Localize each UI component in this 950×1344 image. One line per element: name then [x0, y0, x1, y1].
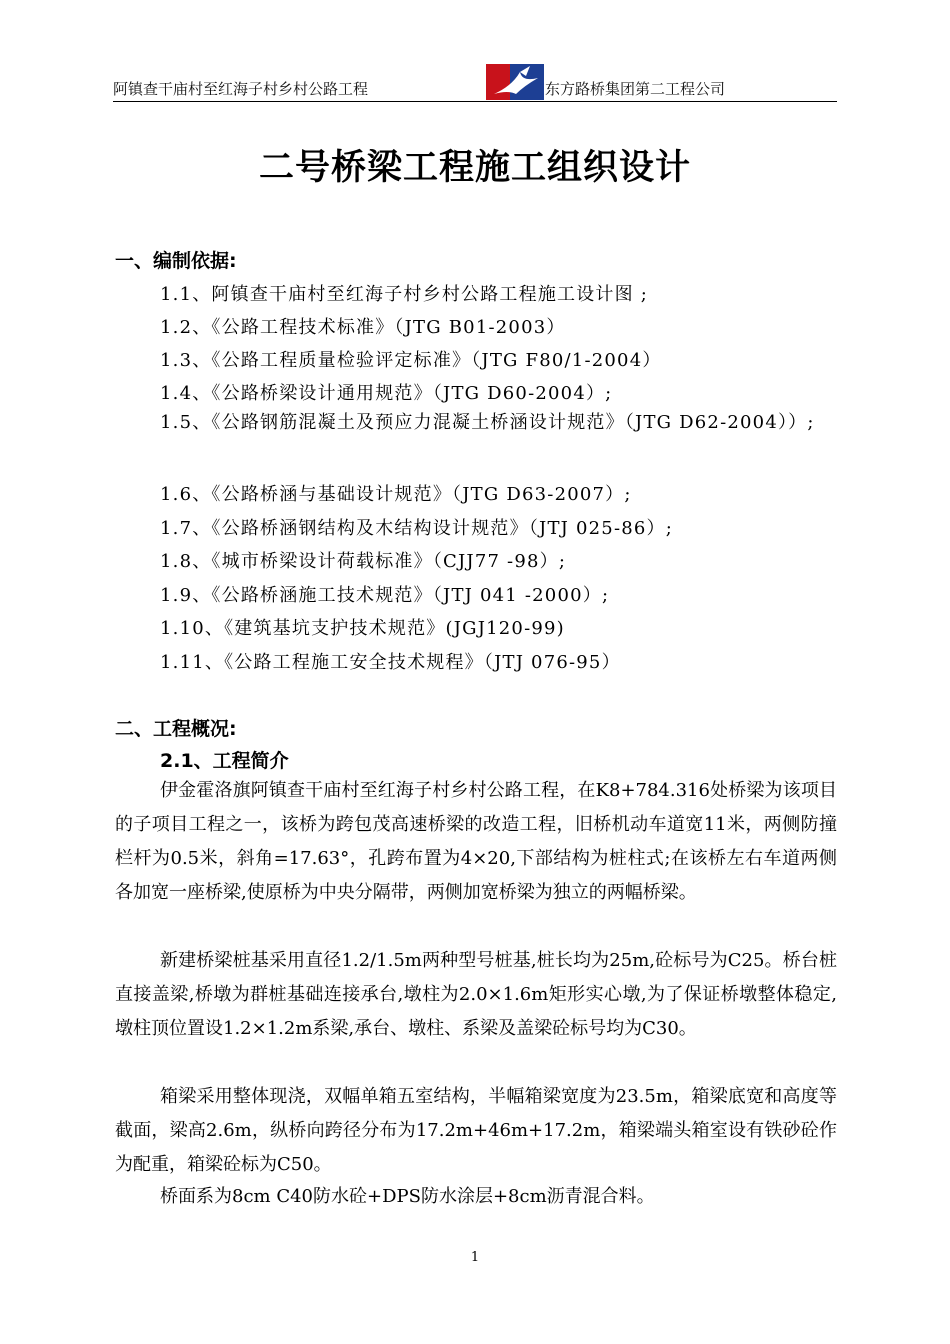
reference-item: 1.9、《公路桥涵施工技术规范》（JTJ 041 -2000）;: [160, 585, 610, 606]
page-number: 1: [470, 1250, 480, 1265]
header-company-name: 东方路桥集团第二工程公司: [545, 80, 726, 98]
body-paragraph: 伊金霍洛旗阿镇查干庙村至红海子村乡村公路工程，在K8+784.316处桥梁为该项目的子项目工程之一，该桥为跨包茂高速桥梁的改造工程，旧桥机动车道宽11米，两侧防撞栏杆为0.5米，斜角=17.63°，孔跨布置为4×20,下部结构为桩柱式;在该桥左右车道两侧各加宽一座桥梁,使原桥为中央分隔带，两侧加宽桥梁为独立的两幅桥梁。: [115, 780, 837, 903]
body-paragraph: 新建桥梁桩基采用直径1.2/1.5m两种型号桩基,桩长均为25m,砼标号为C25。桥台桩直接盖梁,桥墩为群桩基础连接承台,墩柱为2.0×1.6m矩形实心墩,为了保证桥墩整体稳定,墩柱顶位置设1.2×1.2m系梁,承台、墩柱、系梁及盖梁砼标号均为C30。: [115, 950, 837, 1039]
reference-item: 1.1、阿镇查干庙村至红海子村乡村公路工程施工设计图 ;: [160, 284, 649, 305]
reference-item: 1.10、《建筑基坑支护技术规范》(JGJ120-99): [160, 618, 565, 639]
header-project-name: 阿镇查干庙村至红海子村乡村公路工程: [113, 80, 369, 98]
reference-item: 1.2、《公路工程技术标准》（JTG B01-2003）: [160, 317, 566, 338]
reference-item: 1.4、《公路桥梁设计通用规范》（JTG D60-2004）;: [160, 383, 613, 404]
reference-item: 1.11、《公路工程施工安全技术规程》（JTJ 076-95）: [160, 652, 621, 673]
header-divider: [113, 101, 837, 102]
reference-item: 1.6、《公路桥涵与基础设计规范》（JTG D63-2007）;: [160, 484, 632, 505]
section2-heading: 二、工程概况:: [115, 718, 237, 740]
reference-item: 1.3、《公路工程质量检验评定标准》（JTG F80/1-2004）: [160, 350, 662, 371]
reference-item: 1.5、《公路钢筋混凝土及预应力混凝土桥涵设计规范》（JTG D62-2004））;: [160, 412, 815, 433]
section1-heading: 一、编制依据:: [115, 250, 237, 272]
reference-item: 1.8、《城市桥梁设计荷载标准》（CJJ77 -98）;: [160, 551, 567, 572]
body-paragraph: 桥面系为8cm C40防水砼+DPS防水涂层+8cm沥青混合料。: [160, 1186, 655, 1207]
page-header: [113, 64, 837, 102]
section2-subheading: 2.1、工程简介: [160, 750, 289, 772]
body-paragraph: 箱梁采用整体现浇，双幅单箱五室结构，半幅箱梁宽度为23.5m，箱梁底宽和高度等截面，梁高2.6m，纵桥向跨径分布为17.2m+46m+17.2m，箱梁端头箱室设有铁砂砼作为配重，箱梁砼标为C50。: [115, 1086, 837, 1175]
company-logo-icon: [486, 64, 544, 100]
document-title: 二号桥梁工程施工组织设计: [258, 148, 691, 188]
reference-item: 1.7、《公路桥涵钢结构及木结构设计规范》（JTJ 025-86）;: [160, 518, 673, 539]
